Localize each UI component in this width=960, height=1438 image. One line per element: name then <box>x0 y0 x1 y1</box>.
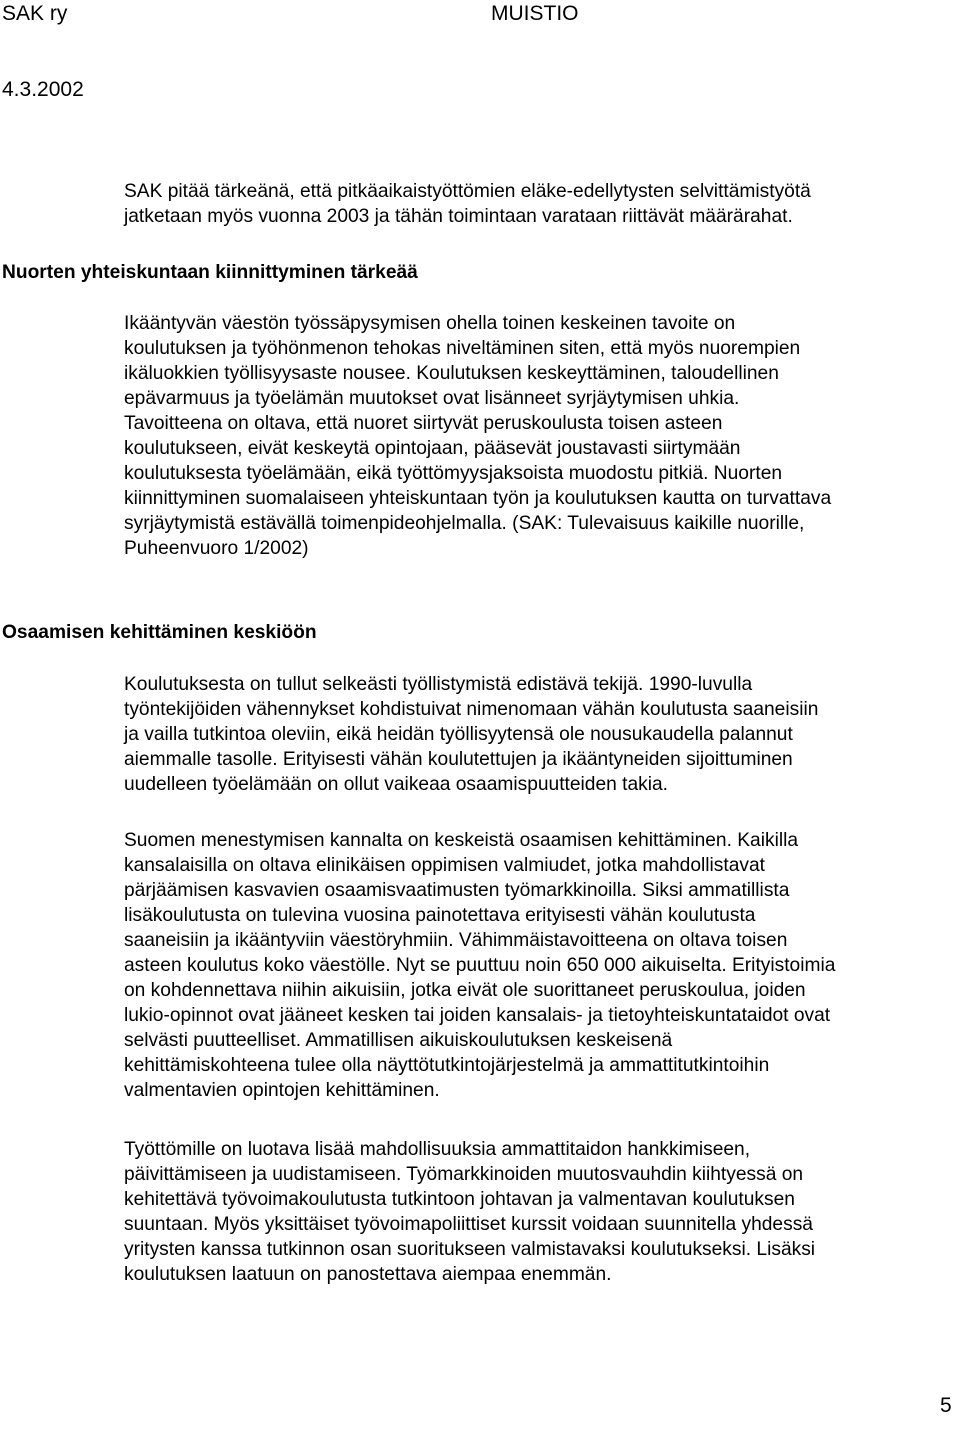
section-paragraph-youth: Ikääntyvän väestön työssäpysymisen ohella toinen keskeinen tavoite on koulutuksen ja työhönmenon tehokas niveltäminen siten, että myös nuorempien ikäluokkien työllisyysaste nousee. Koulutuksen keskeyttäminen, taloudellinen epävarmuus ja työelämän muutokset ovat lisänneet syrjäytymisen uhkia. Tavoitteena on oltava, että nuoret siirtyvät peruskoulusta toisen asteen koulutukseen, eivät keskeytä opintojaan, pääsevät joustavasti siirtymään koulutuksesta työelämään, eikä työttömyysjaksoista muodostu pitkiä. Nuorten kiinnittyminen suomalaiseen yhteiskuntaan työn ja koulutuksen kautta on turvattava syrjäytymistä estävällä toimenpideohjelmalla. (SAK: Tulevaisuus kaikille nuorille, Puheenvuoro 1/2002) <box>124 313 832 559</box>
header-date: 4.3.2002 <box>2 78 84 101</box>
page-number: 5 <box>940 1394 952 1417</box>
section-paragraph-competence-2: Suomen menestymisen kannalta on keskeistä osaamisen kehittäminen. Kaikilla kansalaisilla on oltava elinikäisen oppimisen valmiudet, jotka mahdollistavat pärjäämisen kasvavien osaamisvaatimusten työmarkkinoilla. Siksi ammatillista lisäkoulutusta on tulevina vuosina painotettava erityisesti vähän koulutusta saaneisiin ja ikääntyviin väestöryhmiin. Vähimmäistavoitteena on oltava toisen asteen koulutus koko väestölle. Nyt se puuttuu noin 650 000 aikuiselta. Erityistoimia on kohdennettava niihin aikuisiin, jotka eivät ole suorittaneet peruskoulua, joiden lukio-opinnot ovat jääneet kesken tai joiden kansalais- ja tietoyhteiskuntataidot ovat selvästi puutteelliset. Ammatillisen aikuiskoulutuksen keskeisenä kehittämiskohteena tulee olla näyttötutkintojärjestelmä ja ammattitutkintoihin valmentavien opintojen kehittäminen. <box>124 830 836 1101</box>
header-document-type: MUISTIO <box>491 2 579 25</box>
section-paragraph-competence-1: Koulutuksesta on tullut selkeästi työllistymistä edistävä tekijä. 1990-luvulla työntekijöiden vähennykset kohdistuivat nimenomaan vähän koulutusta saaneisiin ja vailla tutkintoa oleviin, eikä heidän työllisyytensä ole nousukaudella palannut aiemmalle tasolle. Erityisesti vähän koulutettujen ja ikääntyneiden sijoittuminen uudelleen työelämään on ollut vaikeaa osaamispuutteiden takia. <box>124 674 819 795</box>
section-heading-youth: Nuorten yhteiskuntaan kiinnittyminen tärkeää <box>2 262 418 283</box>
section-heading-competence: Osaamisen kehittäminen keskiöön <box>2 622 317 643</box>
intro-paragraph: SAK pitää tärkeänä, että pitkäaikaistyöttömien eläke-edellytysten selvittämistyötä jatketaan myös vuonna 2003 ja tähän toimintaan varataan riittävät määrärahat. <box>124 181 811 227</box>
section-paragraph-competence-3: Työttömille on luotava lisää mahdollisuuksia ammattitaidon hankkimiseen, päivittämiseen ja uudistamiseen. Työmarkkinoiden muutosvauhdin kiihtyessä on kehitettävä työvoimakoulutusta tutkintoon johtavan ja valmentavan koulutuksen suuntaan. Myös yksittäiset työvoimapoliittiset kurssit voidaan suunnitella yhdessä yritysten kanssa tutkinnon osan suoritukseen valmistavaksi koulutukseksi. Lisäksi koulutuksen laatuun on panostettava aiempaa enemmän. <box>124 1139 816 1285</box>
header-organization: SAK ry <box>2 2 68 25</box>
